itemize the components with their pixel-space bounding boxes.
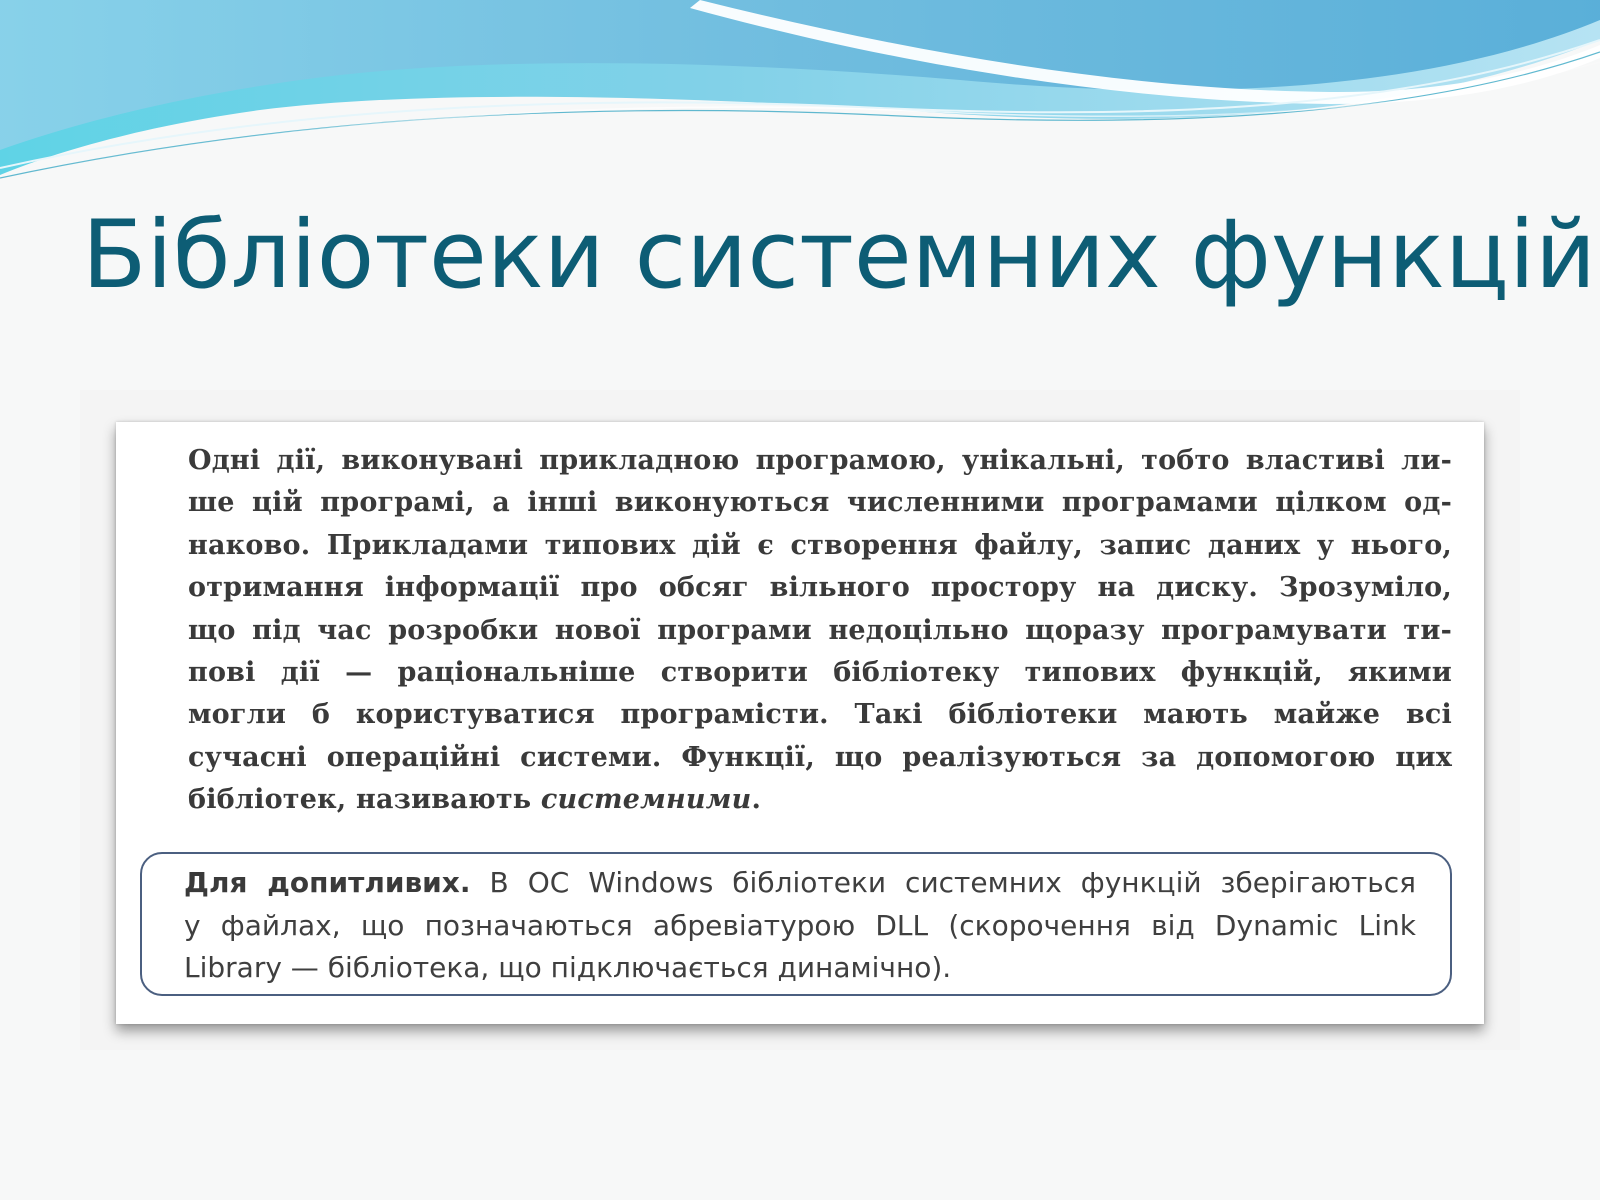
paragraph-line: сучасні операційні системи. Функції, що реалізуються за допомогою цих [188,741,1452,773]
info-line [184,862,1416,905]
main-paragraph [188,440,1452,822]
paragraph-line: що під час розробки нової програми недоцільно щоразу програмувати ти- [188,614,1452,646]
slide-title: Бібліотеки системних функцій [82,201,1597,310]
info-line: Library — бібліотека, що підключається динамічно). [184,951,952,984]
last-line-suffix: . [751,784,762,816]
last-line-prefix: бібліотек, називають [188,784,541,816]
paragraph-line: Одні дії, виконувані прикладною програмою, унікальні, тобто властиві ли- [188,445,1452,476]
paragraph-line: могли б користуватися програмісти. Такі бібліотеки мають майже всі [188,699,1452,731]
paragraph-line: пові дії — раціональніше створити бібліотеку типових функцій, якими [188,657,1452,689]
header-wave-decoration [0,0,1600,190]
for-the-curious-box [140,852,1452,996]
textbook-text-card [116,422,1484,1024]
info-lead: Для допитливих. [184,866,471,899]
info-line: у файлах, що позначаються абревіатурою DLL (скорочення від Dynamic Link [184,908,1416,942]
for-the-curious-text [184,862,1416,990]
paragraph-line: отримання інформації про обсяг вільного простору на диску. Зрозуміло, [188,572,1452,604]
paragraph-line: ше цій програмі, а інші виконуються численними програмами цілком од- [188,487,1452,519]
paragraph-line: наково. Прикладами типових дій є створення файлу, запис даних у нього, [188,529,1452,561]
info-line1-rest: В ОС Windows бібліотеки системних функцій зберігаються [470,866,1416,899]
paragraph-last-line [188,779,1452,821]
key-term: системними [540,784,752,816]
